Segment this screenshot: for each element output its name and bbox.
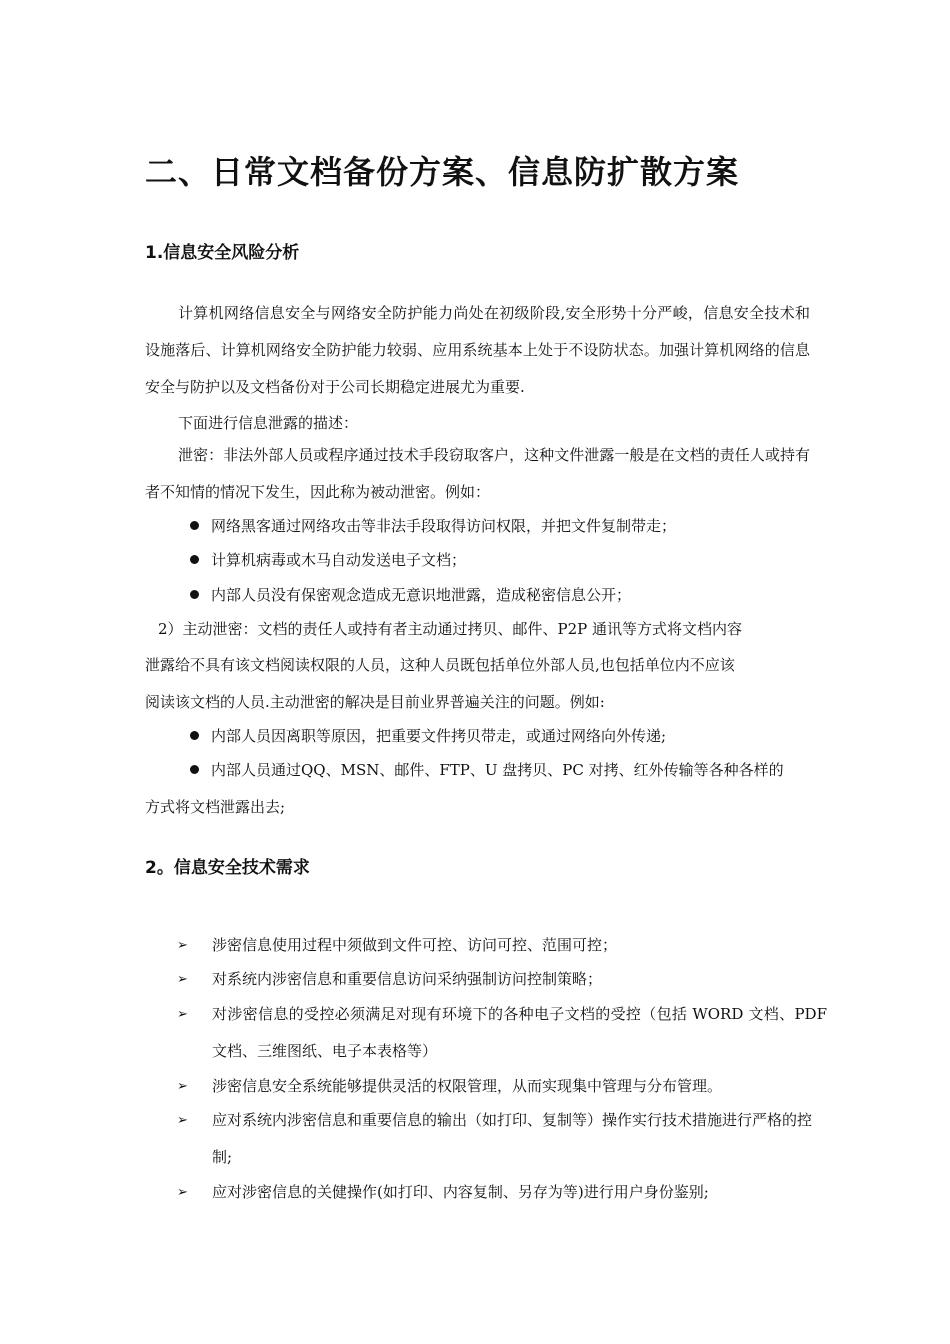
active-leak-item-continuation: 方式将文档泄露出去; [145,798,286,816]
leak-description-lead: 下面进行信息泄露的描述： [178,414,359,432]
bullet-dot-icon [190,765,199,774]
active-leak-line-3: 阅读该文档的人员.主动泄密的解决是目前业界普遍关注的问题。例如: [145,693,605,711]
bullet-dot-icon [190,731,199,740]
arrow-bullet-icon: ➢ [177,1113,188,1128]
active-leak-line-2: 泄露给不具有该文档阅读权限的人员，这种人员既包括单位外部人员,也包括单位内不应该 [145,656,735,674]
section-1-intro-paragraph: 计算机网络信息安全与网络安全防护能力尚处在初级阶段,安全形势十分严峻，信息安全技术和设施落后、计算机网络安全防护能力较弱、应用系统基本上处于不设防状态。加强计算机网络的信息安全与防护以及文档备份对于公司长期稳定进展尤为重要. [145,304,810,396]
arrow-bullet-icon: ➢ [177,938,188,953]
arrow-bullet-icon: ➢ [177,1185,188,1200]
requirement-item: ➢ 对系统内涉密信息和重要信息访问采纳强制访问控制策略； [177,961,827,998]
passive-leak-item: 内部人员没有保密观念造成无意识地泄露，造成秘密信息公开； [190,577,631,614]
active-leak-line-1: 2）主动泄密：文档的责任人或持有者主动通过拷贝、邮件、P2P 通讯等方式将文档内容 [158,620,743,638]
requirement-item: ➢ 涉密信息使用过程中须做到文件可控、访问可控、范围可控； [177,927,827,964]
passive-leak-item: 网络黑客通过网络攻击等非法手段取得访问权限，并把文件复制带走； [190,508,676,545]
requirement-item: ➢ 对涉密信息的受控必须满足对现有环境下的各种电子文档的受控（包括 WORD 文档、PDF 文档、三维图纸、电子本表格等） [177,996,827,1070]
bullet-dot-icon [190,521,199,530]
bullet-dot-icon [190,555,199,564]
arrow-bullet-icon: ➢ [177,972,188,987]
passive-leak-item: 计算机病毒或木马自动发送电子文档； [190,542,466,579]
arrow-bullet-icon: ➢ [177,1007,188,1022]
active-leak-item: 内部人员因离职等原因，把重要文件拷贝带走，或通过网络向外传递; [190,718,666,755]
arrow-bullet-icon: ➢ [177,1079,188,1094]
page-title: 二、日常文档备份方案、信息防扩散方案 [145,153,740,191]
requirement-item: ➢ 涉密信息安全系统能够提供灵活的权限管理，从而实现集中管理与分布管理。 [177,1068,827,1105]
section-1-heading: 1.信息安全风险分析 [145,243,300,263]
bullet-dot-icon [190,590,199,599]
requirement-item: ➢ 应对涉密信息的关健操作(如打印、内容复制、另存为等)进行用户身份鉴别; [177,1174,827,1211]
passive-leak-paragraph: 泄密：非法外部人员或程序通过技术手段窃取客户，这种文件泄露一般是在文档的责任人或持有者不知情的情况下发生，因此称为被动泄密。例如： [145,446,810,501]
section-2-heading: 2。信息安全技术需求 [145,858,310,878]
requirement-item: ➢ 应对系统内涉密信息和重要信息的输出（如打印、复制等）操作实行技术措施进行严格的控制; [177,1102,827,1176]
active-leak-item: 内部人员通过QQ、MSN、邮件、FTP、U 盘拷贝、PC 对拷、红外传输等各种各样的 [190,752,784,789]
